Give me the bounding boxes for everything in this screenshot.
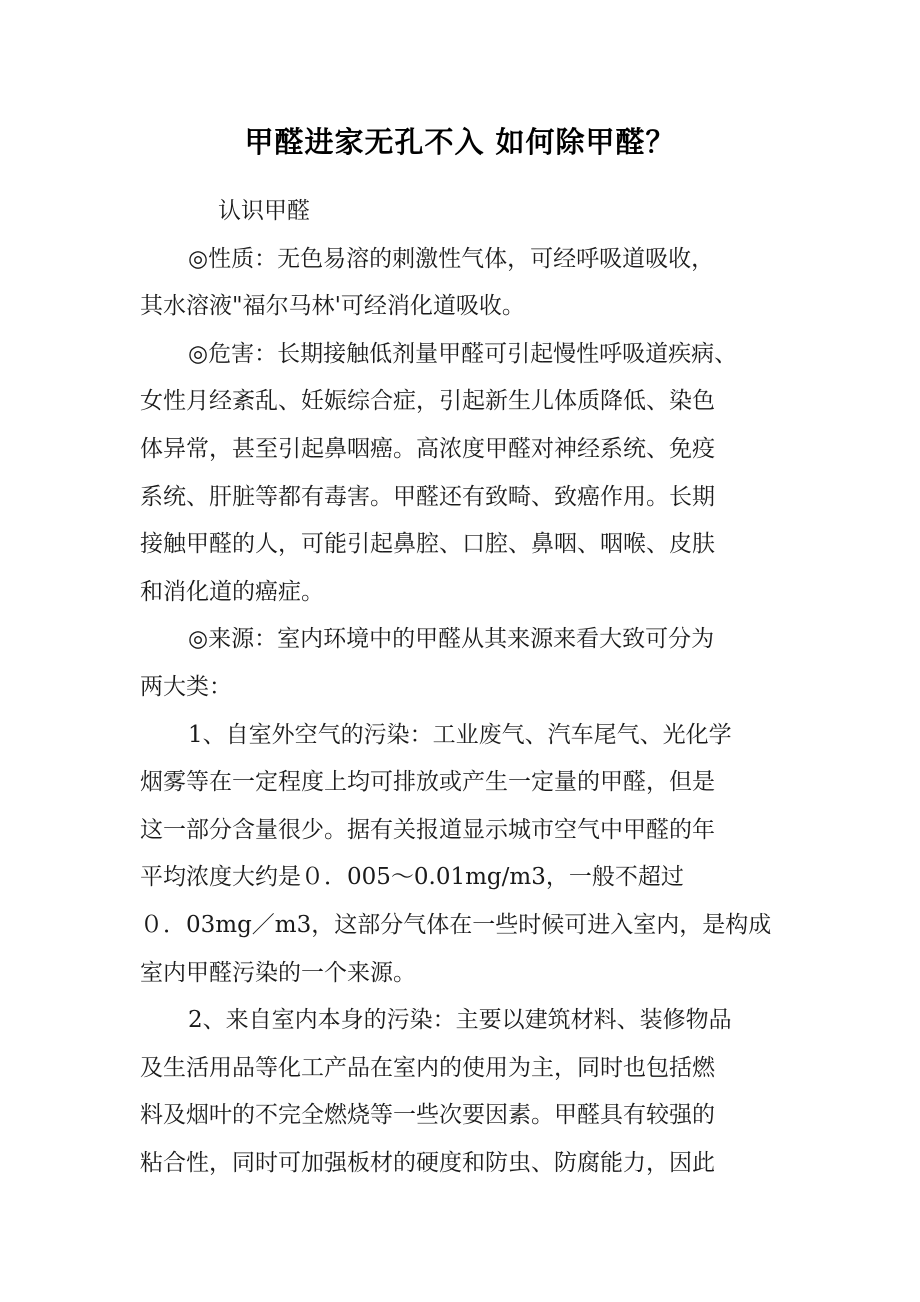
paragraph-line: 系统、肝脏等都有毒害。甲醛还有致畸、致癌作用。长期 xyxy=(140,483,715,510)
document-body xyxy=(140,188,776,1187)
document-title: 甲醛进家无孔不入 如何除甲醛？ xyxy=(244,125,676,159)
paragraph-line: 体异常，甚至引起鼻咽癌。高浓度甲醛对神经系统、免疫 xyxy=(140,435,715,462)
paragraph-line: 室内甲醛污染的一个来源。 xyxy=(140,959,416,986)
paragraph-line: ◎性质：无色易溶的刺激性气体，可经呼吸道吸收， xyxy=(188,245,715,272)
paragraph-line: 其水溶液"福尔马林'可经消化道吸收。 xyxy=(140,293,525,320)
paragraph-line: 女性月经紊乱、妊娠综合症，引起新生儿体质降低、染色 xyxy=(140,388,715,415)
paragraph-line: 及生活用品等化工产品在室内的使用为主，同时也包括燃 xyxy=(140,1054,715,1081)
paragraph-line: 两大类： xyxy=(140,673,232,700)
paragraph-line: 1、自室外空气的污染：工业废气、汽车尾气、光化学 xyxy=(188,721,732,748)
paragraph-line: ◎危害：长期接触低剂量甲醛可引起慢性呼吸道疾病、 xyxy=(188,340,738,367)
paragraph-line: 料及烟叶的不完全燃烧等一些次要因素。甲醛具有较强的 xyxy=(140,1102,715,1129)
paragraph-line: 粘合性，同时可加强板材的硬度和防虫、防腐能力，因此 xyxy=(140,1149,715,1176)
paragraph-line: 2、来自室内本身的污染：主要以建筑材料、装修物品 xyxy=(188,1007,732,1034)
paragraph-line: ◎来源：室内环境中的甲醛从其来源来看大致可分为 xyxy=(188,626,715,653)
paragraph-line: 和消化道的癌症。 xyxy=(140,578,324,605)
paragraph-line: 平均浓度大约是０．005～0.01mg/m3，一般不超过 xyxy=(140,864,684,891)
paragraph-line: 接触甲醛的人，可能引起鼻腔、口腔、鼻咽、咽喉、皮肤 xyxy=(140,531,715,558)
paragraph-line: ０．03mg／m3，这部分气体在一些时候可进入室内，是构成 xyxy=(140,911,772,938)
paragraph-line: 这一部分含量很少。据有关报道显示城市空气中甲醛的年 xyxy=(140,816,715,843)
paragraph-line: 烟雾等在一定程度上均可排放或产生一定量的甲醛，但是 xyxy=(140,769,715,796)
section-heading: 认识甲醛 xyxy=(218,198,310,224)
